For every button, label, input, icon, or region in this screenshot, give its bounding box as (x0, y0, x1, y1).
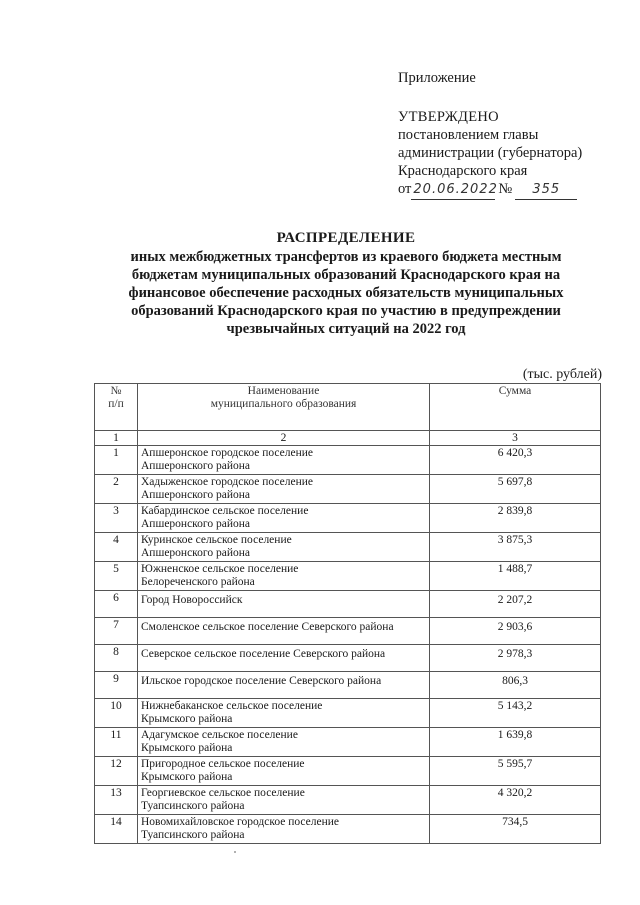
municipality-name (138, 562, 430, 591)
row-number: 8 (95, 645, 138, 672)
scan-speck (234, 851, 236, 853)
header-name (138, 384, 430, 431)
row-number: 6 (95, 591, 138, 618)
municipality-name (138, 533, 430, 562)
header-number-line: № (110, 385, 122, 397)
amount: 2 207,2 (430, 591, 601, 618)
amount: 1 488,7 (430, 562, 601, 591)
municipality-name-line: Ильское городское поселение Северского района (141, 675, 382, 687)
table-row (95, 504, 601, 533)
amount: 2 978,3 (430, 645, 601, 672)
table-row (95, 672, 601, 699)
municipality-name-line: Крымского района (141, 742, 233, 754)
municipality-name (138, 446, 430, 475)
municipality-name (138, 757, 430, 786)
municipality-name-line: Новомихайловское городское поселение (141, 816, 340, 828)
approved-line: постановлением главы (398, 127, 539, 143)
municipality-name-line: Белореченского района (141, 576, 255, 588)
row-number: 5 (95, 562, 138, 591)
municipality-name-line: Куринское сельское поселение (141, 534, 292, 546)
table-row (95, 533, 601, 562)
appendix-label: Приложение (398, 70, 476, 86)
municipality-name-line: Адагумское сельское поселение (141, 729, 298, 741)
amount: 5 595,7 (430, 757, 601, 786)
title-line: финансовое обеспечение расходных обязательств муниципальных (128, 285, 564, 301)
table-row (95, 562, 601, 591)
municipality-name-line: Апшеронского района (141, 489, 251, 501)
decree-from-label: от (398, 181, 412, 197)
row-number: 10 (95, 699, 138, 728)
header-name-line: Наименование (247, 385, 320, 397)
municipality-name (138, 786, 430, 815)
approved-line: Краснодарского края (398, 163, 528, 179)
column-number: 3 (430, 431, 601, 446)
municipality-name-line: Крымского района (141, 713, 233, 725)
title-main: РАСПРЕДЕЛЕНИЕ (276, 230, 416, 246)
municipality-name-line: Крымского района (141, 771, 233, 783)
amount: 6 420,3 (430, 446, 601, 475)
distribution-table (94, 383, 601, 844)
header-number (95, 384, 138, 431)
decree-line (398, 180, 582, 200)
row-number: 14 (95, 815, 138, 844)
row-number: 12 (95, 757, 138, 786)
amount: 5 697,8 (430, 475, 601, 504)
header-number-line: п/п (108, 398, 124, 410)
municipality-name-line: Нижнебаканское сельское поселение (141, 700, 323, 712)
municipality-name-line: Апшеронского района (141, 547, 251, 559)
decree-number-label: № (498, 181, 513, 197)
row-number: 11 (95, 728, 138, 757)
header-sum: Сумма (430, 384, 601, 431)
municipality-name-line: Город Новороссийск (141, 594, 243, 606)
municipality-name (138, 728, 430, 757)
decree-date: 20.06.2022 (411, 181, 495, 200)
row-number: 13 (95, 786, 138, 815)
title-line: чрезвычайных ситуаций на 2022 год (226, 321, 466, 337)
column-number: 2 (138, 431, 430, 446)
municipality-name-line: Апшеронское городское поселение (141, 447, 314, 459)
title-line: образований Краснодарского края по участию в предупреждении (131, 303, 561, 319)
municipality-name-line: Туапсинского района (141, 800, 245, 812)
document-title (92, 229, 600, 338)
municipality-name-line: Георгиевское сельское поселение (141, 787, 305, 799)
municipality-name-line: Пригородное сельское поселение (141, 758, 305, 770)
municipality-name (138, 618, 430, 645)
municipality-name-line: Апшеронского района (141, 460, 251, 472)
amount: 3 875,3 (430, 533, 601, 562)
table-row (95, 757, 601, 786)
table-body (95, 446, 601, 844)
table-row (95, 645, 601, 672)
municipality-name (138, 504, 430, 533)
table-row (95, 728, 601, 757)
table-row (95, 786, 601, 815)
row-number: 4 (95, 533, 138, 562)
municipality-name-line: Апшеронского района (141, 518, 251, 530)
approval-block (398, 108, 582, 200)
amount: 4 320,2 (430, 786, 601, 815)
row-number: 1 (95, 446, 138, 475)
row-number: 9 (95, 672, 138, 699)
row-number: 3 (95, 504, 138, 533)
approved-heading: УТВЕРЖДЕНО (398, 109, 499, 125)
amount: 2 839,8 (430, 504, 601, 533)
table-header-row (95, 384, 601, 431)
municipality-name-line: Смоленское сельское поселение Северского района (141, 621, 394, 633)
title-line: иных межбюджетных трансфертов из краевого бюджета местным (130, 249, 562, 265)
title-line: бюджетам муниципальных образований Краснодарского края на (131, 267, 561, 283)
row-number: 2 (95, 475, 138, 504)
municipality-name (138, 699, 430, 728)
table-row (95, 446, 601, 475)
column-number: 1 (95, 431, 138, 446)
approved-line: администрации (губернатора) (398, 145, 583, 161)
amount: 1 639,8 (430, 728, 601, 757)
table-row (95, 699, 601, 728)
unit-label: (тыс. рублей) (522, 367, 602, 382)
municipality-name (138, 591, 430, 618)
amount: 734,5 (430, 815, 601, 844)
amount: 5 143,2 (430, 699, 601, 728)
municipality-name-line: Северское сельское поселение Северского района (141, 648, 386, 660)
municipality-name-line: Кабардинское сельское поселение (141, 505, 309, 517)
municipality-name (138, 815, 430, 844)
municipality-name-line: Хадыженское городское поселение (141, 476, 313, 488)
table-row (95, 815, 601, 844)
table-row (95, 475, 601, 504)
decree-number: 355 (515, 181, 577, 200)
table-row (95, 591, 601, 618)
municipality-name-line: Южненское сельское поселение (141, 563, 299, 575)
table-row (95, 618, 601, 645)
column-number-row (95, 431, 601, 446)
amount: 806,3 (430, 672, 601, 699)
municipality-name (138, 645, 430, 672)
municipality-name (138, 672, 430, 699)
amount: 2 903,6 (430, 618, 601, 645)
header-name-line: муниципального образования (210, 398, 357, 410)
municipality-name-line: Туапсинского района (141, 829, 245, 841)
row-number: 7 (95, 618, 138, 645)
municipality-name (138, 475, 430, 504)
